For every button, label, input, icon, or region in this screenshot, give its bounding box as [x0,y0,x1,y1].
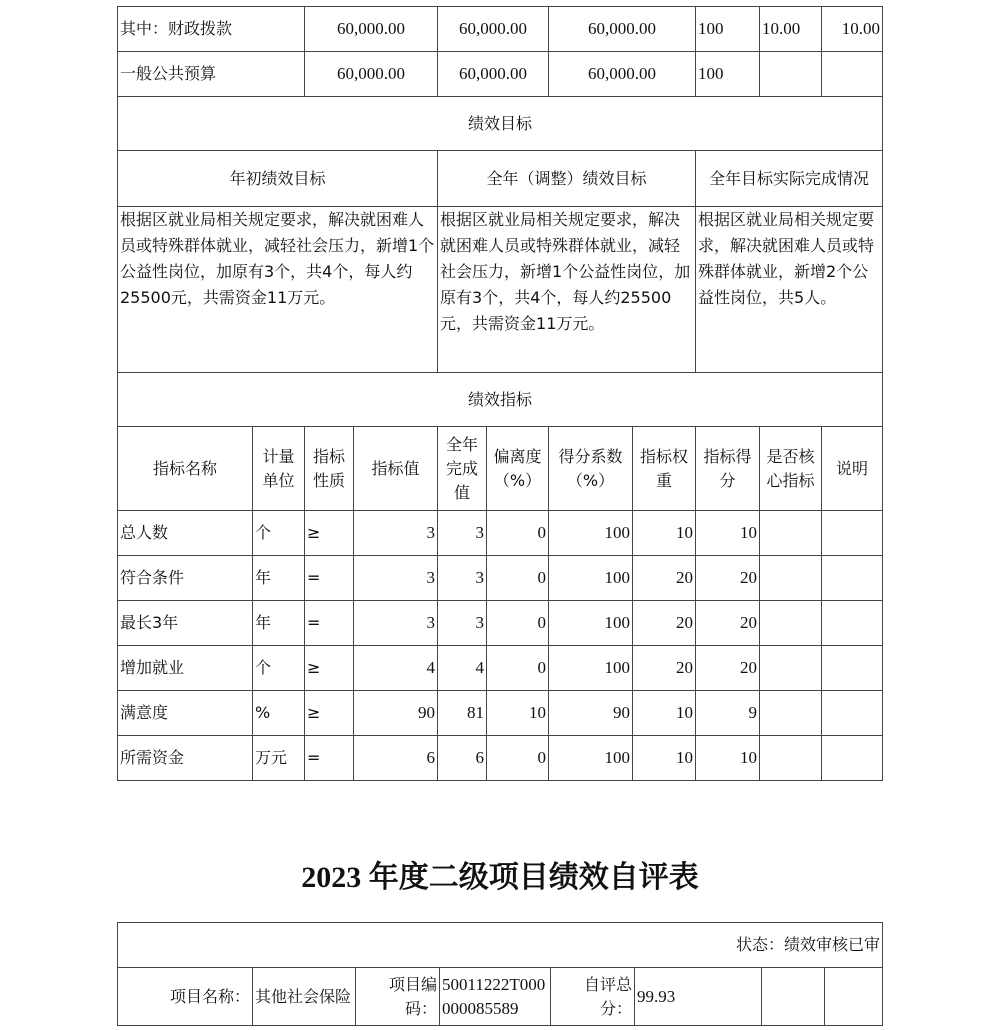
indicator-nature: = [305,556,354,601]
indicator-actual: 3 [438,601,487,646]
table-row [118,601,883,646]
indicator-actual: 3 [438,556,487,601]
indicator-target: 3 [354,556,438,601]
indicator-target: 3 [354,511,438,556]
indicator-name: 满意度 [118,691,253,736]
indicator-nature: = [305,736,354,781]
indicator-score: 20 [696,556,760,601]
funding-value: 60,000.00 [549,52,696,97]
indicator-weight: 20 [633,556,696,601]
indicator-score: 20 [696,646,760,691]
funding-value: 10.00 [760,7,822,52]
indicator-core [760,646,822,691]
project-code-label: 项目编码： [356,968,440,1026]
funding-value: 10.00 [822,7,883,52]
indicator-deviation: 0 [487,511,549,556]
indicator-name: 符合条件 [118,556,253,601]
indicator-target: 4 [354,646,438,691]
goal-header-adjusted: 全年（调整）绩效目标 [438,151,696,207]
indicator-coefficient: 100 [549,511,633,556]
funding-value: 60,000.00 [438,52,549,97]
funding-row [118,7,883,52]
table-row [118,511,883,556]
indicator-col-header: 指标权重 [633,427,696,511]
indicator-core [760,601,822,646]
goal-text-adjusted: 根据区就业局相关规定要求，解决就困难人员或特殊群体就业，减轻社会压力，新增1个公益性岗位，加原有3个，共4个，每人约25500元，共需资金11万元。 [438,207,696,373]
funding-value: 60,000.00 [305,7,438,52]
project-code-value: 50011222T000000085589 [440,968,551,1026]
indicator-actual: 81 [438,691,487,736]
indicator-weight: 20 [633,646,696,691]
indicator-weight: 10 [633,736,696,781]
indicator-coefficient: 100 [549,646,633,691]
funding-value: 60,000.00 [305,52,438,97]
indicator-deviation: 0 [487,556,549,601]
status-text: 状态：绩效审核已审 [118,923,883,968]
indicator-score: 10 [696,736,760,781]
self-score-label: 自评总分： [551,968,635,1026]
funding-value: 100 [696,52,760,97]
self-score-value: 99.93 [635,968,762,1026]
indicator-name: 总人数 [118,511,253,556]
funding-value [760,52,822,97]
indicator-target: 6 [354,736,438,781]
indicator-weight: 10 [633,691,696,736]
project-name-value: 其他社会保险 [253,968,356,1026]
indicator-col-header: 是否核心指标 [760,427,822,511]
indicator-coefficient: 90 [549,691,633,736]
funding-label: 一般公共预算 [118,52,305,97]
indicator-col-header: 偏离度（%） [487,427,549,511]
goal-header-initial: 年初绩效目标 [118,151,438,207]
indicator-target: 3 [354,601,438,646]
indicator-name: 最长3年 [118,601,253,646]
indicator-unit: 万元 [253,736,305,781]
project-name-label: 项目名称： [118,968,253,1026]
table-row [118,556,883,601]
goal-text-actual: 根据区就业局相关规定要求，解决就困难人员或特殊群体就业，新增2个公益性岗位，共5人。 [696,207,883,373]
indicator-coefficient: 100 [549,601,633,646]
indicator-unit: % [253,691,305,736]
indicator-col-header: 计量单位 [253,427,305,511]
project-info-table [117,922,883,1026]
indicators-section-title: 绩效指标 [118,373,883,427]
indicator-score: 10 [696,511,760,556]
indicator-core [760,556,822,601]
goal-text-initial: 根据区就业局相关规定要求，解决就困难人员或特殊群体就业，减轻社会压力，新增1个公益性岗位，加原有3个，共4个，每人约25500元，共需资金11万元。 [118,207,438,373]
indicator-nature: = [305,601,354,646]
indicator-note [822,556,883,601]
indicator-coefficient: 100 [549,736,633,781]
table-row [118,736,883,781]
indicator-actual: 4 [438,646,487,691]
indicator-score: 20 [696,601,760,646]
funding-value: 100 [696,7,760,52]
indicator-deviation: 10 [487,691,549,736]
indicator-core [760,511,822,556]
indicator-note [822,646,883,691]
indicator-target: 90 [354,691,438,736]
indicator-deviation: 0 [487,646,549,691]
table-row [118,646,883,691]
indicator-name: 增加就业 [118,646,253,691]
indicator-core [760,691,822,736]
indicator-actual: 3 [438,511,487,556]
indicator-nature: ≥ [305,691,354,736]
funding-value: 60,000.00 [549,7,696,52]
indicator-deviation: 0 [487,736,549,781]
document-title: 2023 年度二级项目绩效自评表 [301,861,699,894]
indicator-name: 所需资金 [118,736,253,781]
funding-label: 其中：财政拨款 [118,7,305,52]
indicator-note [822,511,883,556]
indicator-nature: ≥ [305,646,354,691]
indicator-deviation: 0 [487,601,549,646]
funding-value [822,52,883,97]
indicator-col-header: 指标性质 [305,427,354,511]
indicator-weight: 10 [633,511,696,556]
indicator-col-header: 全年完成值 [438,427,487,511]
goal-header-actual: 全年目标实际完成情况 [696,151,883,207]
empty-cell [825,968,883,1026]
empty-cell [762,968,825,1026]
indicator-score: 9 [696,691,760,736]
indicator-nature: ≥ [305,511,354,556]
indicator-col-header: 说明 [822,427,883,511]
indicator-unit: 个 [253,511,305,556]
indicator-col-header: 得分系数（%） [549,427,633,511]
indicator-unit: 年 [253,556,305,601]
indicator-core [760,736,822,781]
indicator-header-row [118,427,883,511]
funding-row [118,52,883,97]
indicator-unit: 年 [253,601,305,646]
indicator-unit: 个 [253,646,305,691]
indicator-col-header: 指标得分 [696,427,760,511]
funding-value: 60,000.00 [438,7,549,52]
goals-section-title: 绩效目标 [118,97,883,151]
indicator-weight: 20 [633,601,696,646]
indicator-coefficient: 100 [549,556,633,601]
indicator-col-header: 指标值 [354,427,438,511]
table-row [118,691,883,736]
performance-table [117,6,883,781]
indicator-note [822,601,883,646]
indicator-actual: 6 [438,736,487,781]
indicator-note [822,736,883,781]
indicator-col-header: 指标名称 [118,427,253,511]
indicator-note [822,691,883,736]
